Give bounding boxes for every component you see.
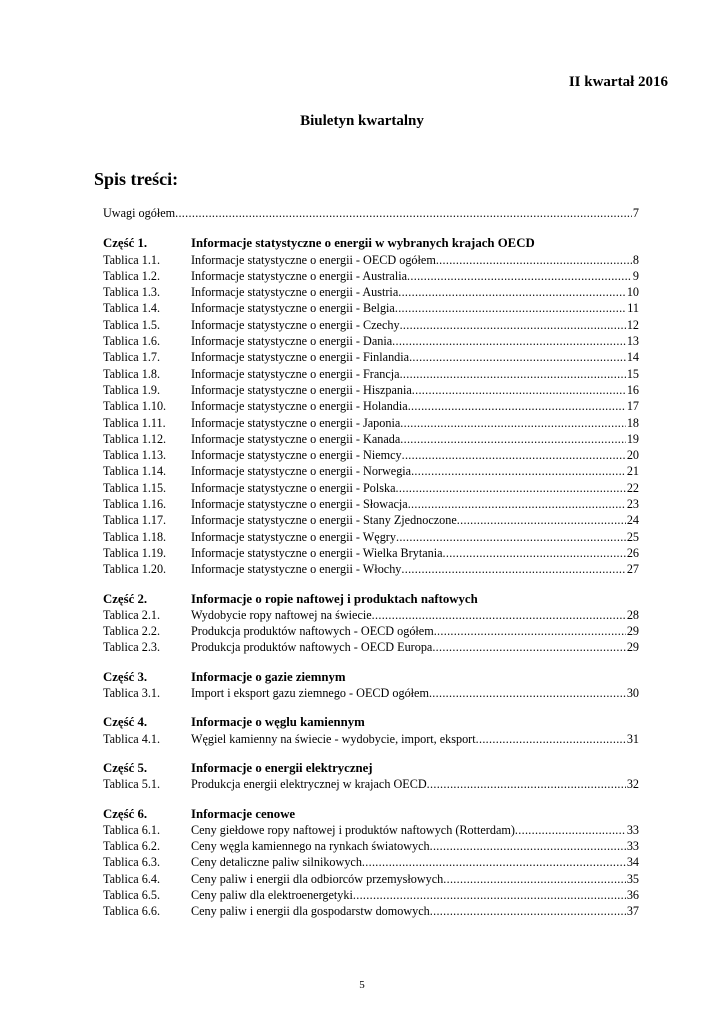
toc-entry-title: Informacje statystyczne o energii - Hiszpania [191, 382, 412, 397]
table-of-contents [103, 205, 639, 920]
toc-entry-title: Informacje statystyczne o energii - Węgry [191, 529, 396, 544]
table-number: Tablica 1.8. [103, 366, 161, 381]
toc-entry-page: 18 [626, 415, 639, 430]
dot-leader [436, 252, 632, 268]
toc-entry-page: 8 [632, 252, 639, 267]
table-number: Tablica 1.4. [103, 301, 161, 316]
toc-entry-title: Informacje statystyczne o energii - Francja [191, 366, 400, 381]
toc-part-heading[interactable] [103, 235, 639, 251]
toc-entry-page: 29 [626, 640, 639, 655]
toc-entry-page: 21 [626, 464, 639, 479]
dot-leader [400, 366, 626, 382]
part-number: Część 5. [103, 760, 148, 775]
toc-entry-title: Informacje statystyczne o energii - OECD ogółem [191, 252, 436, 267]
table-number: Tablica 1.1. [103, 252, 161, 267]
toc-part-heading[interactable] [103, 591, 639, 607]
toc-entry[interactable] [103, 685, 639, 701]
toc-entry[interactable] [103, 463, 639, 479]
toc-entry-page: 13 [626, 334, 639, 349]
toc-entry-title: Ceny węgla kamiennego na rynkach światowych [191, 839, 430, 854]
toc-entry-page: 30 [626, 686, 639, 701]
toc-entry[interactable] [103, 776, 639, 792]
toc-entry[interactable] [103, 366, 639, 382]
dot-leader [395, 300, 626, 316]
dot-leader [443, 871, 626, 887]
toc-section [103, 591, 639, 656]
toc-entry-page: 35 [626, 871, 639, 886]
table-number: Tablica 1.2. [103, 268, 161, 283]
table-number: Tablica 2.2. [103, 624, 161, 639]
toc-entry-title: Informacje statystyczne o energii - Belgia [191, 301, 395, 316]
table-number: Tablica 1.18. [103, 529, 167, 544]
toc-entry-title: Informacje statystyczne o energii - Norwegia [191, 464, 412, 479]
dot-leader [476, 731, 626, 747]
toc-entry-title: Informacje statystyczne o energii - Niemcy [191, 448, 402, 463]
toc-entry-title: Informacje statystyczne o energii - Austria [191, 285, 399, 300]
toc-entry-page: 14 [626, 350, 639, 365]
toc-entry-page: 36 [626, 887, 639, 902]
dot-leader [430, 838, 626, 854]
part-title: Informacje o ropie naftowej i produktach naftowych [191, 591, 478, 606]
table-number: Tablica 1.15. [103, 480, 167, 495]
table-number: Tablica 3.1. [103, 686, 161, 701]
part-number: Część 2. [103, 591, 148, 606]
table-number: Tablica 4.1. [103, 731, 161, 746]
toc-entry[interactable] [103, 480, 639, 496]
toc-entry[interactable] [103, 903, 639, 919]
dot-leader [353, 887, 626, 903]
toc-entry-title: Informacje statystyczne o energii - Japonia [191, 415, 401, 430]
toc-entry-title: Ceny giełdowe ropy naftowej i produktów naftowych (Rotterdam) [191, 822, 515, 837]
toc-entry-page: 15 [626, 366, 639, 381]
table-number: Tablica 1.10. [103, 399, 167, 414]
toc-entry-page: 9 [632, 268, 639, 283]
toc-entry-page: 32 [626, 777, 639, 792]
table-number: Tablica 1.3. [103, 285, 161, 300]
toc-entry[interactable] [103, 333, 639, 349]
toc-entry-page: 25 [626, 529, 639, 544]
toc-entry[interactable] [103, 854, 639, 870]
dot-leader [407, 268, 632, 284]
part-number: Część 3. [103, 669, 148, 684]
toc-entry-title: Ceny paliw i energii dla odbiorców przemysłowych [191, 871, 444, 886]
part-title: Informacje o energii elektrycznej [191, 760, 373, 775]
dot-leader [400, 317, 626, 333]
toc-entry-title: Informacje statystyczne o energii - Polska [191, 480, 396, 495]
toc-entry-title: Produkcja produktów naftowych - OECD Europa [191, 640, 433, 655]
page-number: 5 [359, 979, 365, 991]
dot-leader [400, 415, 626, 431]
toc-entry[interactable] [103, 623, 639, 639]
table-number: Tablica 1.13. [103, 448, 167, 463]
part-title: Informacje statystyczne o energii w wybranych krajach OECD [191, 236, 535, 251]
toc-entry-page: 16 [626, 382, 639, 397]
dot-leader [409, 349, 626, 365]
table-number: Tablica 1.9. [103, 382, 161, 397]
toc-entry-intro[interactable] [103, 205, 639, 221]
toc-heading: Spis treści: [94, 169, 179, 189]
dot-leader [398, 284, 626, 300]
toc-section [103, 714, 639, 747]
toc-part-heading[interactable] [103, 669, 639, 685]
toc-entry-page: 27 [626, 562, 639, 577]
table-number: Tablica 1.6. [103, 334, 161, 349]
toc-entry-page: 28 [626, 607, 639, 622]
dot-leader [411, 463, 626, 479]
toc-section [103, 235, 639, 577]
part-number: Część 6. [103, 806, 148, 821]
toc-entry[interactable] [103, 887, 639, 903]
toc-entry-title: Informacje statystyczne o energii - Holandia [191, 399, 408, 414]
toc-entry[interactable] [103, 639, 639, 655]
table-number: Tablica 1.17. [103, 513, 167, 528]
toc-entry[interactable] [103, 607, 639, 623]
table-number: Tablica 1.16. [103, 497, 167, 512]
toc-entry-title: Węgiel kamienny na świecie - wydobycie, import, eksport [191, 731, 476, 746]
table-number: Tablica 6.4. [103, 871, 161, 886]
toc-entry-title: Ceny paliw dla elektroenergetyki [191, 887, 353, 902]
toc-entry[interactable] [103, 731, 639, 747]
toc-entry-title: Informacje statystyczne o energii - Czechy [191, 317, 400, 332]
table-number: Tablica 6.6. [103, 904, 161, 919]
toc-entry-page: 17 [626, 399, 639, 414]
toc-entry-title: Informacje statystyczne o energii - Wielka Brytania [191, 545, 443, 560]
part-number: Część 4. [103, 715, 148, 730]
table-number: Tablica 5.1. [103, 777, 161, 792]
toc-entry-page: 24 [626, 513, 639, 528]
dot-leader [408, 496, 626, 512]
part-title: Informacje cenowe [191, 806, 296, 821]
toc-entry[interactable] [103, 398, 639, 414]
toc-entry[interactable] [103, 496, 639, 512]
dot-leader [457, 512, 626, 528]
part-title: Informacje o węglu kamiennym [191, 715, 365, 730]
toc-entry[interactable] [103, 822, 639, 838]
part-number: Część 1. [103, 236, 148, 251]
dot-leader [396, 480, 626, 496]
dot-leader [430, 903, 626, 919]
dot-leader [401, 561, 625, 577]
dot-leader [362, 854, 626, 870]
dot-leader [175, 205, 632, 221]
toc-entry-page: 7 [632, 206, 639, 220]
dot-leader [434, 623, 626, 639]
table-number: Tablica 1.20. [103, 562, 167, 577]
toc-entry[interactable] [103, 268, 639, 284]
toc-entry-page: 10 [626, 285, 639, 300]
dot-leader [396, 529, 626, 545]
toc-entry-title: Informacje statystyczne o energii - Stany Zjednoczone [191, 513, 457, 528]
toc-entry-title: Ceny detaliczne paliw silnikowych [191, 855, 362, 870]
table-number: Tablica 6.1. [103, 822, 161, 837]
table-number: Tablica 2.3. [103, 640, 161, 655]
toc-entry-page: 31 [626, 731, 639, 746]
toc-entry[interactable] [103, 415, 639, 431]
toc-entry[interactable] [103, 284, 639, 300]
dot-leader [412, 382, 626, 398]
table-number: Tablica 6.3. [103, 855, 161, 870]
table-number: Tablica 1.19. [103, 545, 167, 560]
toc-part-heading[interactable] [103, 714, 639, 730]
toc-section [103, 760, 639, 793]
toc-section [103, 806, 639, 920]
toc-entry[interactable] [103, 447, 639, 463]
toc-entry[interactable] [103, 300, 639, 316]
toc-section [103, 669, 639, 702]
toc-entry-title: Import i eksport gazu ziemnego - OECD ogółem [191, 686, 429, 701]
toc-entry-title: Wydobycie ropy naftowej na świecie [191, 607, 372, 622]
toc-entry-page: 33 [626, 822, 639, 837]
toc-entry-page: 20 [626, 448, 639, 463]
period-label: II kwartał 2016 [568, 74, 668, 90]
toc-entry[interactable] [103, 561, 639, 577]
dot-leader [443, 545, 626, 561]
part-title: Informacje o gazie ziemnym [191, 669, 346, 684]
toc-entry-title: Produkcja produktów naftowych - OECD ogółem [191, 624, 434, 639]
table-number: Tablica 1.14. [103, 464, 167, 479]
dot-leader [372, 607, 626, 623]
toc-entry[interactable] [103, 545, 639, 561]
toc-part-heading[interactable] [103, 760, 639, 776]
toc-entry[interactable] [103, 252, 639, 268]
toc-entry[interactable] [103, 512, 639, 528]
toc-entry-title: Uwagi ogółem [103, 206, 176, 220]
toc-entry-title: Informacje statystyczne o energii - Słowacja [191, 497, 408, 512]
toc-entry-page: 11 [627, 301, 639, 316]
toc-entry-page: 22 [626, 480, 639, 495]
toc-entry[interactable] [103, 529, 639, 545]
dot-leader [432, 639, 625, 655]
toc-entry-title: Informacje statystyczne o energii - Australia [191, 268, 408, 283]
dot-leader [427, 776, 626, 792]
toc-entry[interactable] [103, 382, 639, 398]
toc-entry-title: Ceny paliw i energii dla gospodarstw domowych [191, 904, 430, 919]
toc-entry-page: 37 [626, 904, 639, 919]
toc-entry-page: 29 [626, 624, 639, 639]
dot-leader [429, 685, 626, 701]
toc-entry[interactable] [103, 838, 639, 854]
toc-entry-page: 19 [626, 431, 639, 446]
toc-entry[interactable] [103, 871, 639, 887]
toc-entry-page: 33 [626, 839, 639, 854]
dot-leader [408, 398, 626, 414]
toc-entry[interactable] [103, 431, 639, 447]
toc-entry-page: 23 [626, 497, 639, 512]
dot-leader [392, 333, 626, 349]
table-number: Tablica 1.7. [103, 350, 161, 365]
toc-entry-page: 34 [626, 855, 639, 870]
toc-entry-title: Informacje statystyczne o energii - Kanada [191, 431, 401, 446]
dot-leader [402, 447, 626, 463]
table-number: Tablica 6.2. [103, 839, 161, 854]
toc-entry[interactable] [103, 349, 639, 365]
toc-entry-page: 26 [626, 545, 639, 560]
dot-leader [400, 431, 626, 447]
table-number: Tablica 1.12. [103, 431, 167, 446]
table-number: Tablica 1.11. [103, 415, 166, 430]
toc-entry[interactable] [103, 317, 639, 333]
table-number: Tablica 6.5. [103, 887, 161, 902]
toc-part-heading[interactable] [103, 806, 639, 822]
toc-entry-page: 12 [626, 317, 639, 332]
toc-entry-title: Informacje statystyczne o energii - Finlandia [191, 350, 410, 365]
toc-entry-title: Produkcja energii elektrycznej w krajach OECD [191, 777, 427, 792]
table-number: Tablica 1.5. [103, 317, 161, 332]
dot-leader [515, 822, 626, 838]
toc-entry-title: Informacje statystyczne o energii - Dania [191, 334, 393, 349]
table-number: Tablica 2.1. [103, 607, 161, 622]
toc-entry-title: Informacje statystyczne o energii - Włochy [191, 562, 402, 577]
document-title: Biuletyn kwartalny [300, 113, 424, 129]
